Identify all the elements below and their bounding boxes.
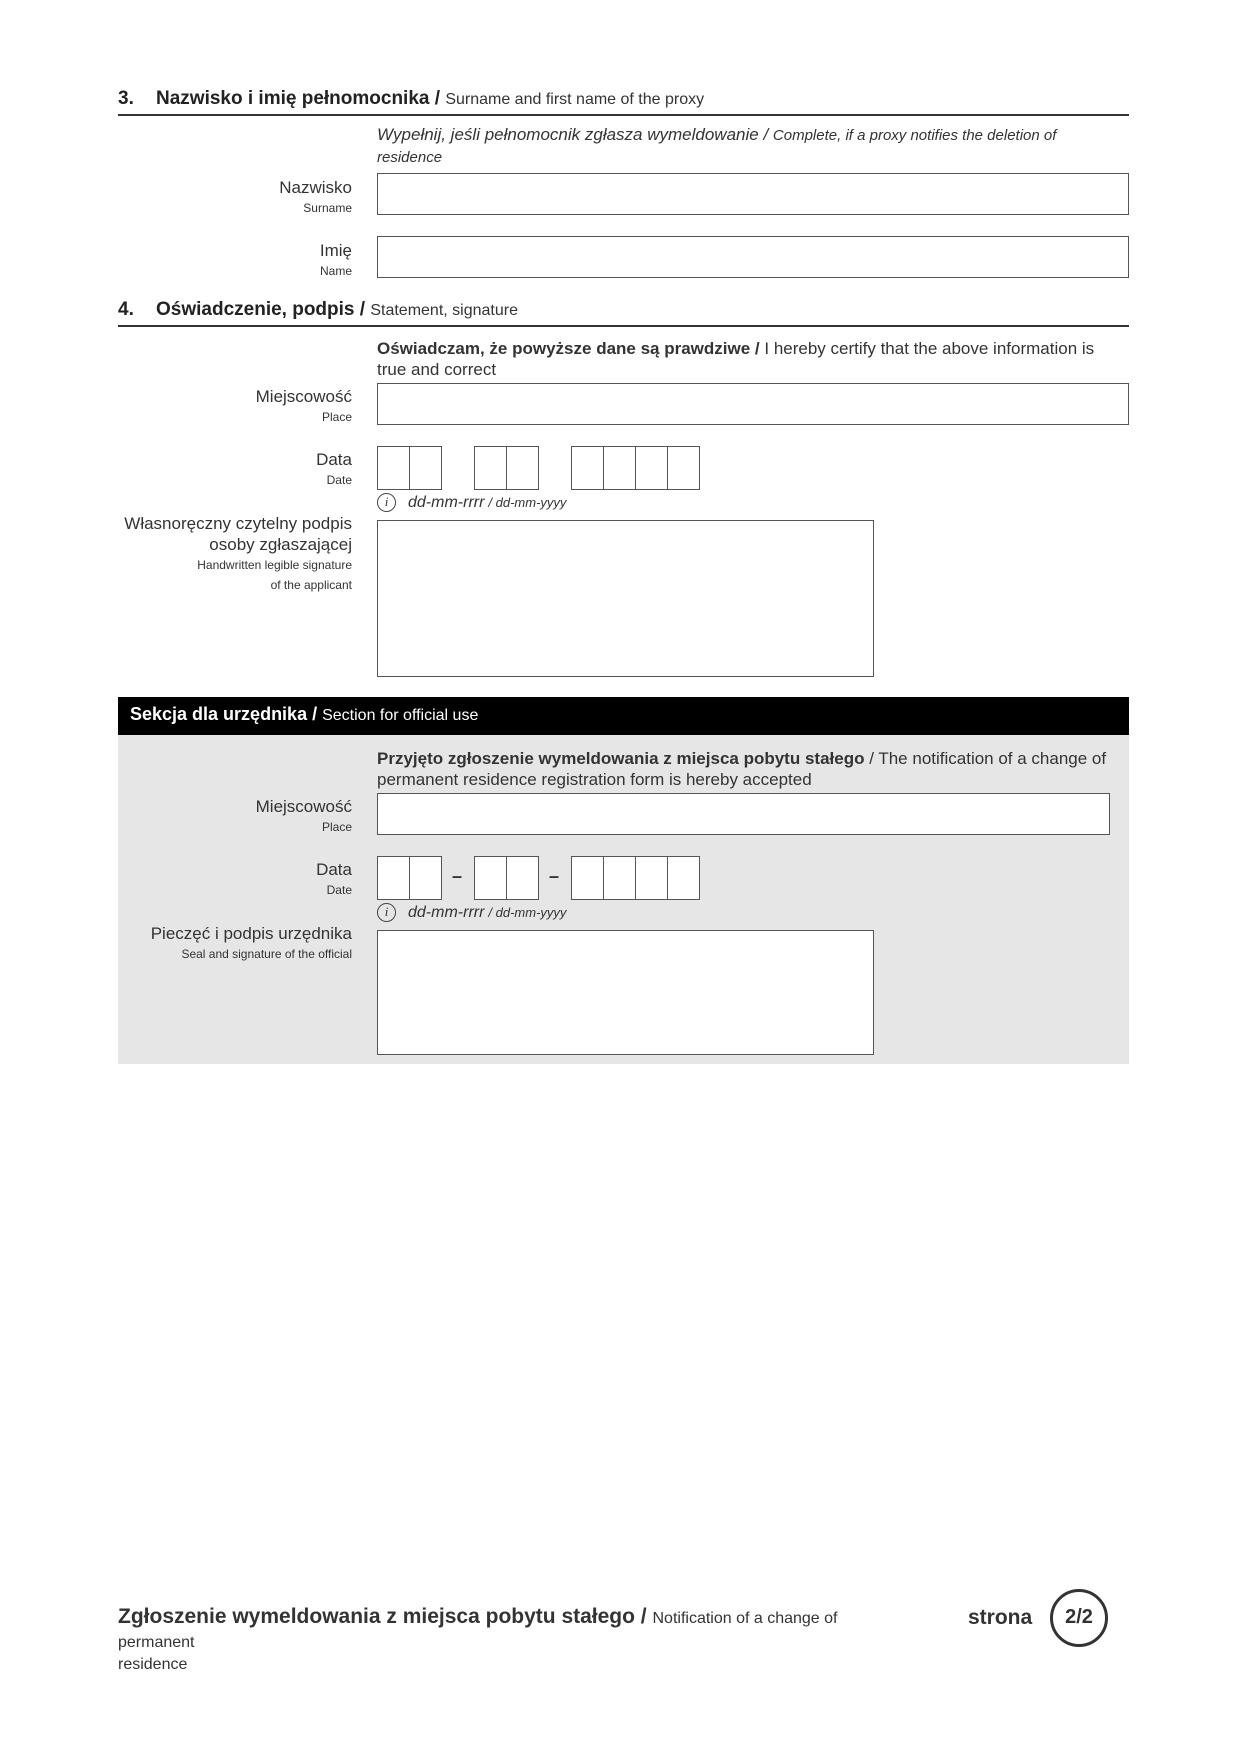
date-digit-cell[interactable] bbox=[635, 446, 668, 490]
date-separator: – bbox=[452, 866, 463, 886]
official-date-label: Data Date bbox=[316, 860, 352, 897]
place-label: Miejscowość Place bbox=[255, 387, 352, 424]
date-label: Data Date bbox=[316, 450, 352, 487]
date-year-field[interactable] bbox=[571, 446, 700, 490]
official-date-format-hint: i dd-mm-rrrr / dd-mm-yyyy bbox=[377, 903, 566, 922]
date-digit-cell[interactable] bbox=[571, 856, 604, 900]
date-digit-cell[interactable] bbox=[603, 856, 636, 900]
official-place-field[interactable] bbox=[377, 793, 1110, 835]
section-title: Nazwisko i imię pełnomocnika / Surname and first name of the proxy bbox=[156, 88, 705, 109]
date-digit-cell[interactable] bbox=[474, 856, 507, 900]
official-date-year-field[interactable] bbox=[571, 856, 700, 900]
date-digit-cell[interactable] bbox=[571, 446, 604, 490]
date-separator: – bbox=[549, 866, 560, 886]
official-intro: Przyjęto zgłoszenie wymeldowania z miejsca pobytu stałego / The notification of a change of permanent residence registration form is hereby accepted bbox=[377, 749, 1107, 789]
official-seal-box[interactable] bbox=[377, 930, 874, 1055]
proxy-surname-field[interactable] bbox=[377, 173, 1129, 215]
date-digit-cell[interactable] bbox=[603, 446, 636, 490]
section-number: 3. bbox=[118, 88, 134, 109]
date-digit-cell[interactable] bbox=[667, 446, 700, 490]
date-digit-cell[interactable] bbox=[377, 446, 410, 490]
signature-box[interactable] bbox=[377, 520, 874, 677]
date-day-field[interactable] bbox=[377, 446, 442, 490]
date-digit-cell[interactable] bbox=[409, 856, 442, 900]
page-number-badge: 2/2 bbox=[1050, 1589, 1108, 1647]
section-3-intro: Wypełnij, jeśli pełnomocnik zgłasza wymeldowanie / Complete, if a proxy notifies the deletion of residence bbox=[377, 125, 1057, 166]
section-4-intro: Oświadczam, że powyższe dane są prawdziwe / I hereby certify that the above information is true and correct bbox=[377, 339, 1095, 379]
section-4-header bbox=[118, 297, 1129, 327]
date-digit-cell[interactable] bbox=[409, 446, 442, 490]
official-place-label: Miejscowość Place bbox=[255, 797, 352, 834]
proxy-name-field[interactable] bbox=[377, 236, 1129, 278]
date-digit-cell[interactable] bbox=[635, 856, 668, 900]
section-3-header bbox=[118, 86, 1129, 116]
section-number: 4. bbox=[118, 299, 134, 320]
official-section-title: Sekcja dla urzędnika / Section for official use bbox=[130, 704, 479, 724]
footer-title: Zgłoszenie wymeldowania z miejsca pobytu stałego / Notification of a change of permanent residence bbox=[118, 1605, 838, 1673]
surname-label: Nazwisko Surname bbox=[279, 178, 352, 215]
date-digit-cell[interactable] bbox=[506, 856, 539, 900]
date-digit-cell[interactable] bbox=[377, 856, 410, 900]
official-date-month-field[interactable] bbox=[474, 856, 539, 900]
info-icon: i bbox=[377, 903, 396, 922]
date-digit-cell[interactable] bbox=[474, 446, 507, 490]
official-seal-label: Pieczęć i podpis urzędnika Seal and signature of the official bbox=[150, 924, 352, 961]
date-month-field[interactable] bbox=[474, 446, 539, 490]
signature-label: Własnoręczny czytelny podpis osoby zgłaszającej Handwritten legible signature of the applicant bbox=[124, 514, 352, 592]
official-date-day-field[interactable] bbox=[377, 856, 442, 900]
date-format-hint: i dd-mm-rrrr / dd-mm-yyyy bbox=[377, 493, 566, 512]
info-icon: i bbox=[377, 493, 396, 512]
official-section-header bbox=[118, 697, 1129, 735]
page-word: strona bbox=[968, 1606, 1033, 1629]
date-digit-cell[interactable] bbox=[506, 446, 539, 490]
date-digit-cell[interactable] bbox=[667, 856, 700, 900]
name-label: Imię Name bbox=[319, 241, 352, 278]
section-title: Oświadczenie, podpis / Statement, signature bbox=[156, 299, 518, 320]
place-field[interactable] bbox=[377, 383, 1129, 425]
